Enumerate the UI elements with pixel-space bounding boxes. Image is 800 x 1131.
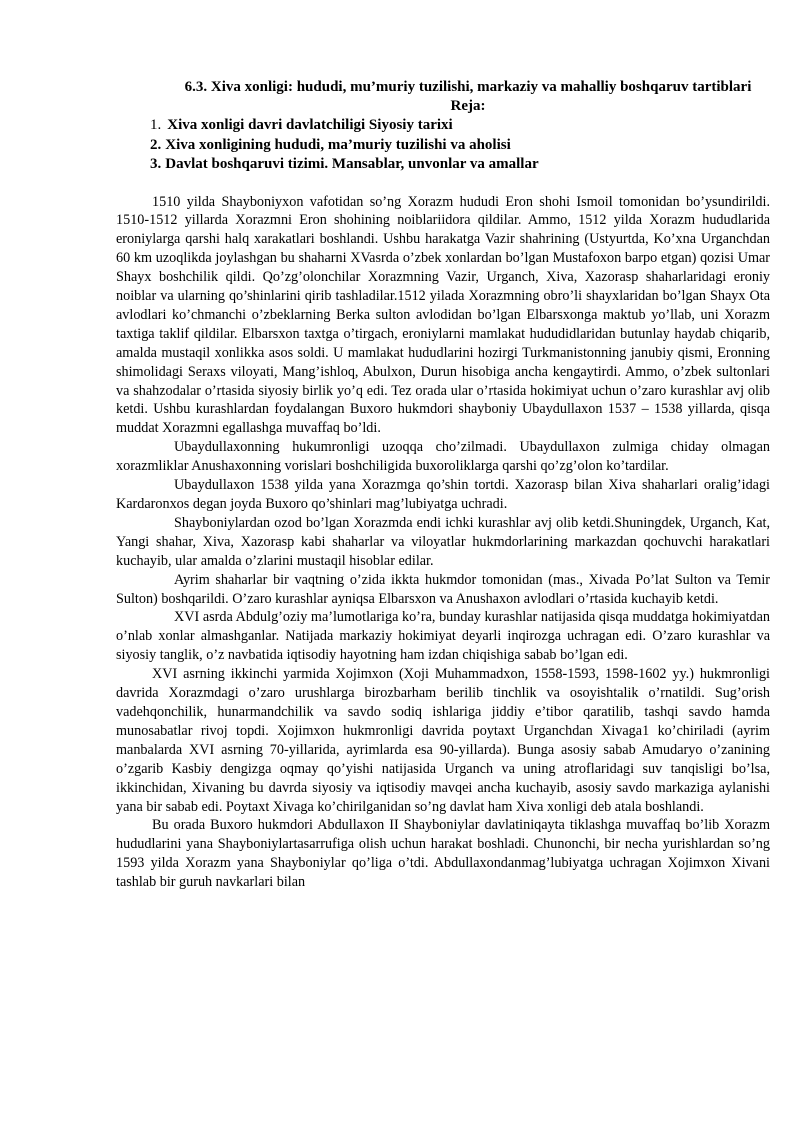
plan-item-text: Xiva xonligining hududi, ma’muriy tuzilishi va aholisi xyxy=(165,136,511,153)
plan-item-text: Davlat boshqaruvi tizimi. Mansablar, unvonlar va amallar xyxy=(165,156,539,172)
paragraph: 1510 yilda Shayboniyxon vafotidan so’ng Xorazm hududi Eron shohi Ismoil tomonidan bo’ysundirildi. 1510-1512 yillarda Xorazmni Eron shohining noiblariidora qildilar. Ammo, 1512 yilda Xorazm hududlarida eroniylarga qarshi halq xarakatlari boshlandi. Ushbu harakatga Vazir shahrining (Ustyurtda, Ko’xna Urganchdan 60 km uzoqlikda joylashgan bu shaharni XVasrda o’zbek xonlardan bo’lgan Mustafoxon barpo etgan) qozisi Umar Shayx boshchilik qildi. Qo’zg’olonchilar Xorazmning Vazir, Urganch, Xiva, Xazorasp shaharlaridagi eroniy noiblar va ularning qo’shinlarini qirib tashladilar.1512 yilada Xorazmning obro’li shayxlaridan bo’lgan Shayx Ota avlodlari ko’chmanchi o’zbeklarning Berka sulton avlodidan bo’lgan Elbarsxonga maktub yo’llab, uni Xorazm taxtiga taklif qildilar. Elbarsxon taxtga o’tirgach, eroniylarni mamlakat hududidlaridan butunlay haydab chiqarib, amalda mustaqil xonlikka asos soldi. U mamlakat hududlarini hozirgi Turkmanistonning janubiy qismi, Eronning shimolidagi Seraxs viloyati, Mang’ishloq, Abulxon, Durun hisobiga ancha kengaytirdi. Ammo, o’zbek sultonlari va shahzodalar o’rtasida siyosiy birlik yo’q edi. Tez orada ular o’rtasida hokimiyat uchun o’zaro kurashlar avj olib ketdi. Ushbu kurashlardan foydalangan Buxoro hukmdori shayboniy Ubaydullaxon 1537 – 1538 yillarda, qisqa muddat Xorazmni egallashga muvaffaq bo’ldi. xyxy=(116,193,770,437)
plan-item-text: Xiva xonligi davri davlatchiligi Siyosiy tarixi xyxy=(167,117,453,133)
plan-item-number: 1. xyxy=(150,117,162,133)
document-title: 6.3. Xiva xonligi: hududi, mu’muriy tuzilishi, markaziy va mahalliy boshqaruv tartiblari xyxy=(184,79,752,95)
paragraph: XVI asrda Abdulg’oziy ma’lumotlariga ko’ra, bunday kurashlar natijasida qisqa muddatga hokimiyatdan o’nlab xonlar almashganlar. Natijada markaziy hokimiyat deyarli inqirozga uchragan edi. O’zaro kurashlar va siyosiy tanglik, o’z navbatida iqtisodiy hayotning ham izdan chiqishiga sabab bo’lgan edi. xyxy=(116,609,770,664)
paragraph: Ubaydullaxonning hukumronligi uzoqqa cho’zilmadi. Ubaydullaxon zulmiga chiday olmagan xorazmliklar Anushaxonning vorislari boshchiligida buxoroliklarga qarshi qo’zg’olon ko’tardilar. xyxy=(116,439,770,475)
plan-list xyxy=(116,116,770,175)
paragraph: Ayrim shaharlar bir vaqtning o’zida ikkta hukmdor tomonidan (mas., Xivada Po’lat Sulton va Temir Sulton) boshqarildi. O’zaro kurashlar ayniqsa Elbarsxon va Anushaxon avlodlari o’rtasida kuchayib ketdi. xyxy=(116,571,770,607)
paragraph: Bu orada Buxoro hukmdori Abdullaxon II Shayboniylar davlatiniqayta tiklashga muvaffaq bo’lib Xorazm hududlarini yana Shayboniylartasarrufiga olish uchun harakat boshladi. Chunonchi, bir necha yurishlardan so’ng 1593 yilda Xorazm yana Shayboniylar qo’liga o’tdi. Abdullaxondanmag’lubiyatga uchragan Xojimxon Xivani tashlab bir guruh navkarlari bilan xyxy=(116,817,770,891)
plan-item xyxy=(116,136,770,156)
body-text xyxy=(116,193,770,893)
plan-item xyxy=(116,155,770,175)
plan-item xyxy=(116,116,770,136)
paragraph: Ubaydullaxon 1538 yilda yana Xorazmga qo’shin tortdi. Xazorasp bilan Xiva shaharlari oralig’idagi Kardaronxos degan joyda Buxoro qo’shinlari mag’lubiyatga uchradi. xyxy=(116,477,770,512)
paragraph: XVI asrning ikkinchi yarmida Xojimxon (Xoji Muhammadxon, 1558-1593, 1598-1602 yy.) hukmronligi davrida Xorazmdagi o’zaro urushlarga birozbarham berilib tinchlik va osoyishtalik o’rnatildi. Sug’orish vadehqonchilik, hunarmandchilik va savdo sodiq ishlariga jiddiy e’tibor qaratilib, tashqi savdo hamda munosabatlar rivoj topdi. Xojimxon hukmronligi davrida poytaxt Urganchdan Xivaga1 ko’chiriladi (ayrim manbalarda XVI asrning 70-yillarida, ayrimlarda esa 90-yillarda). Bunga asosiy sabab Amudaryo o’zanining o’zgarib Kasbiy dengizga oqmay qo’yishi natijasida Urganch va uning atroflaridagi suv tanqisligi bo’lsa, ikkinchidan, Xivaning bu davrda siyosiy va iqtisodiy mavqei ancha kuchayib, asosiy savdo markaziga aylanishi yana bir sabab edi. Poytaxt Xivaga ko’chirilganidan so’ng davlat ham Xiva xonligi deb atala boshlandi. xyxy=(116,666,770,815)
plan-item-number: 2. xyxy=(150,136,162,153)
document-page xyxy=(116,78,770,892)
plan-item-number: 3. xyxy=(150,156,162,172)
plan-heading: Reja: xyxy=(450,98,486,114)
paragraph: Shayboniylardan ozod bo’lgan Xorazmda endi ichki kurashlar avj olib ketdi.Shuningdek, Urganch, Kat, Yangi shahar, Xiva, Xazorasp kabi shaharlar va viloyatlar hukmdorlarining markazdan qochuvchi harakatlari kuchayib, ular amalda o’zlarini mustaqil hisoblar edilar. xyxy=(116,514,770,569)
